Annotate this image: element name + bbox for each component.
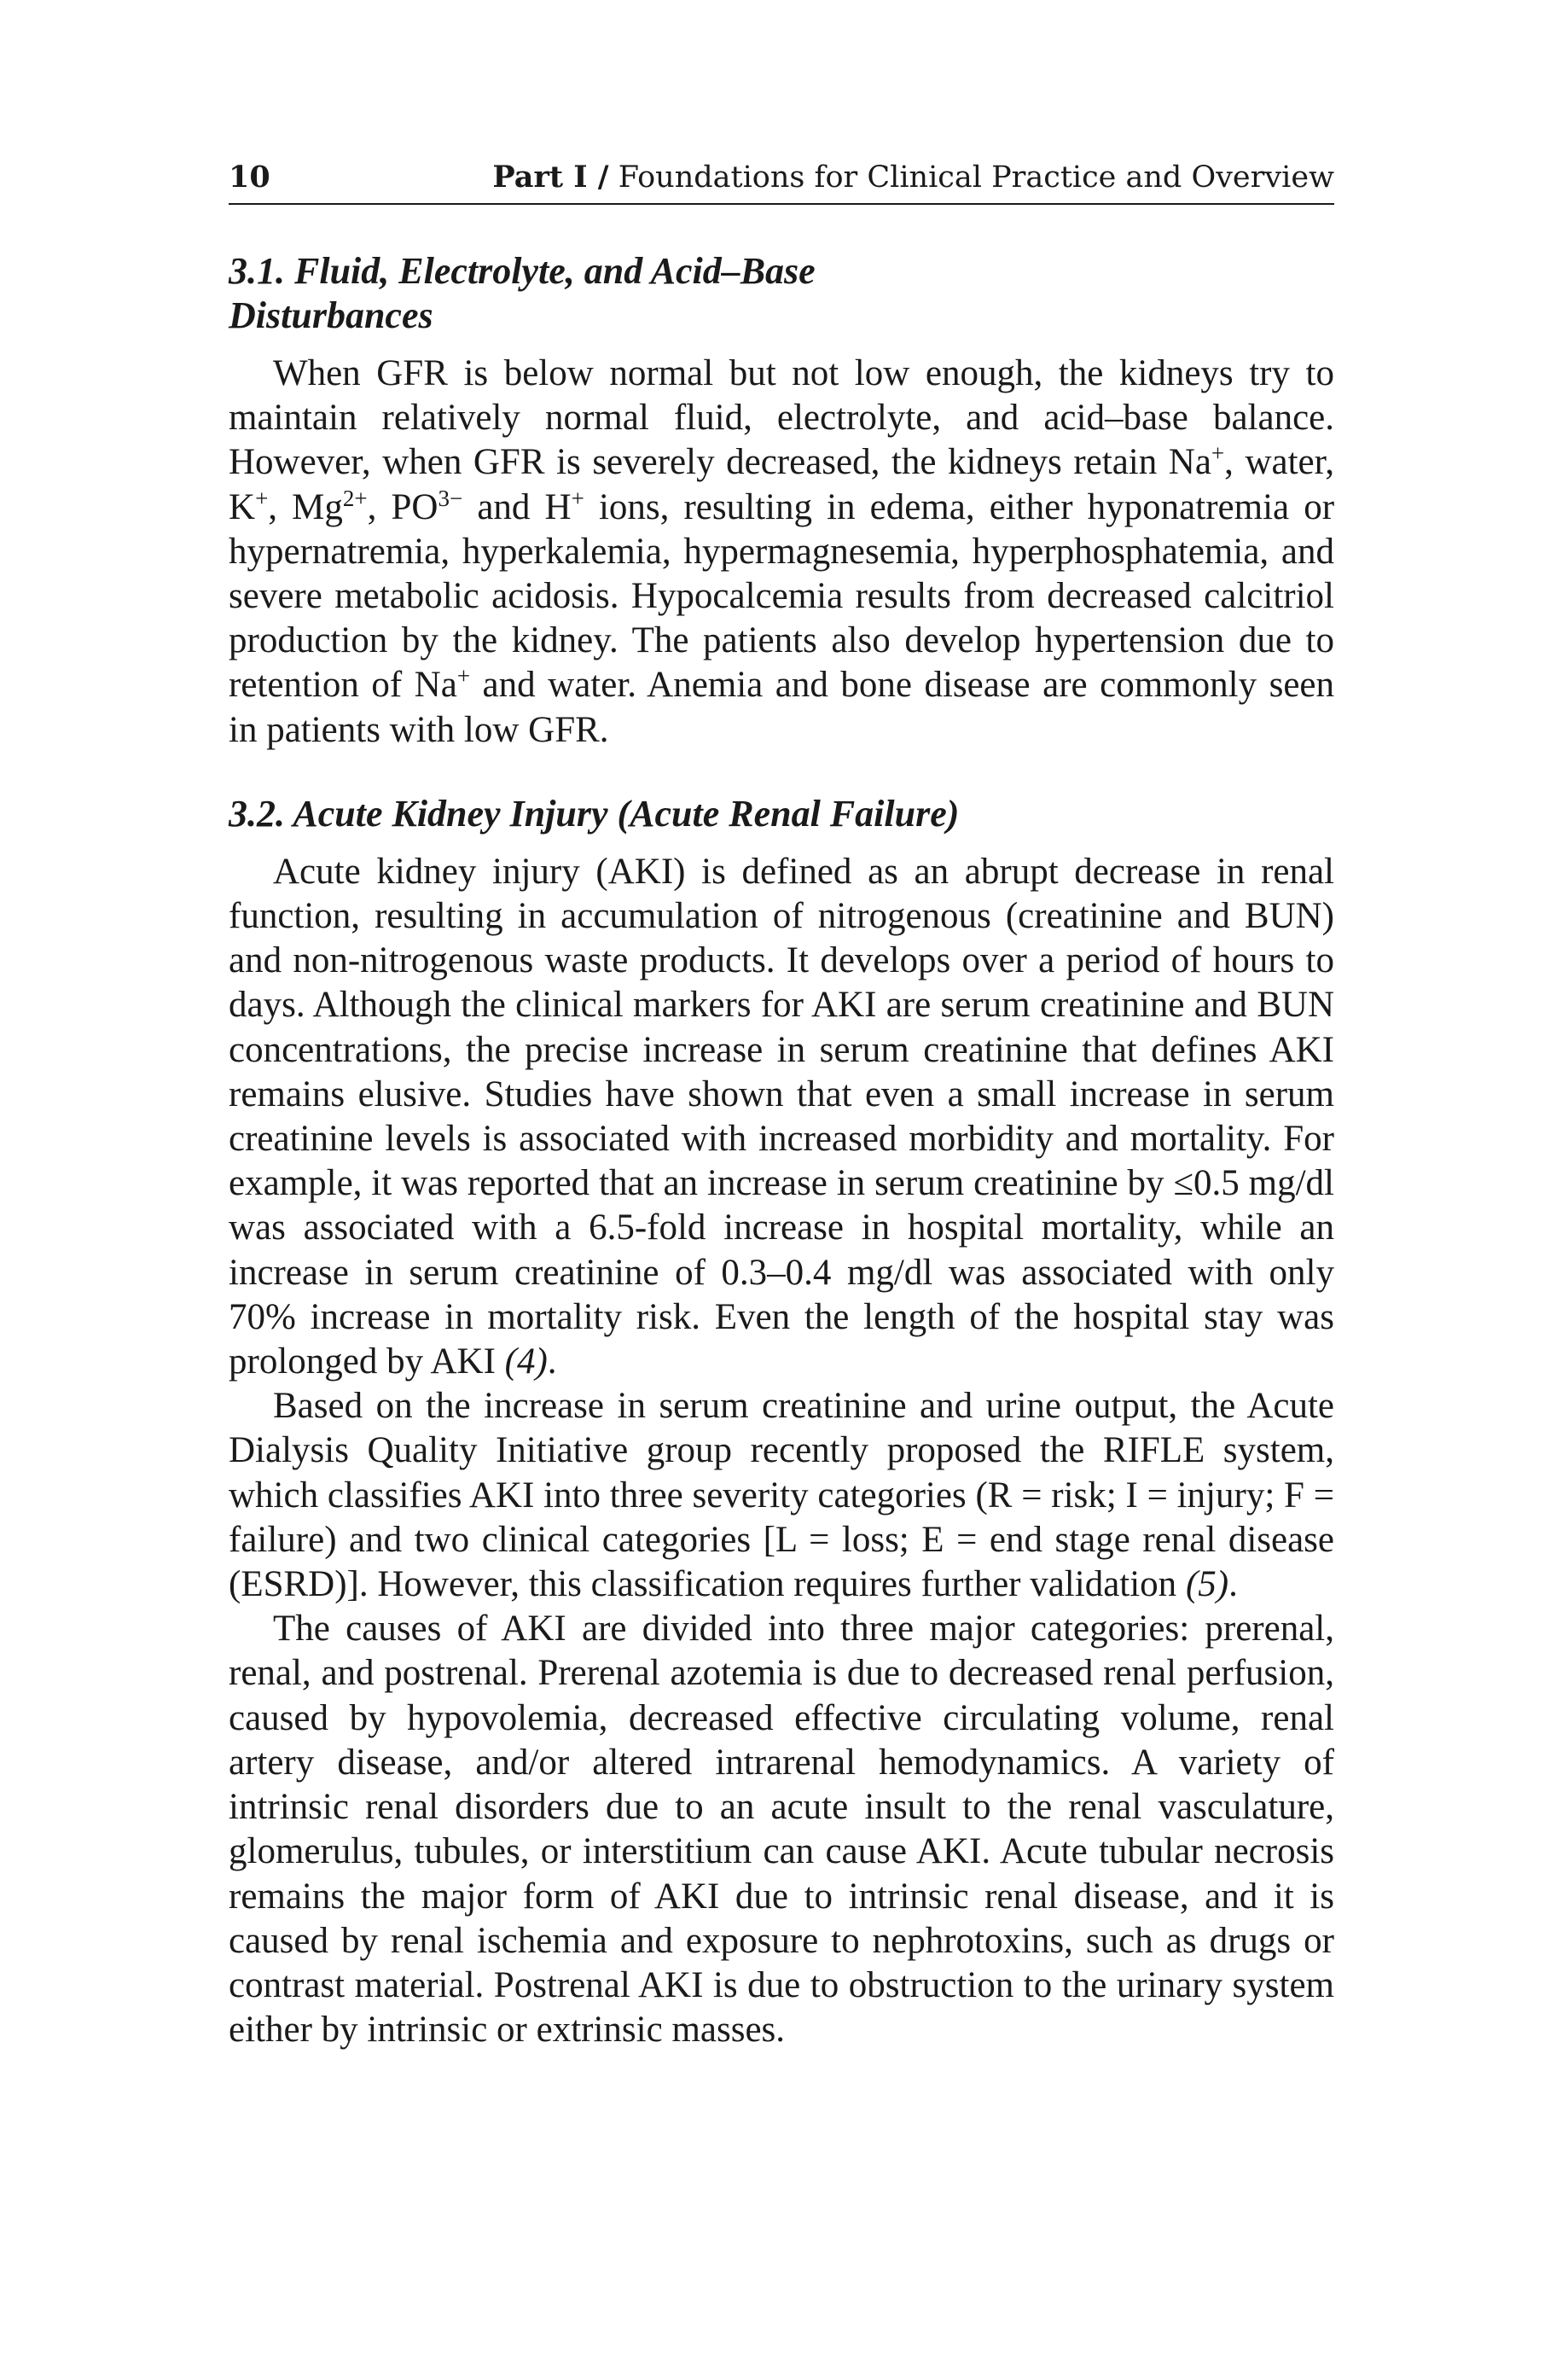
text-run: , Mg	[268, 486, 343, 527]
running-title	[492, 159, 1334, 196]
paragraph-fluid-electrolyte	[229, 352, 1334, 753]
superscript: +	[255, 485, 269, 511]
superscript: +	[1211, 440, 1225, 467]
section-heading-3-2: 3.2. Acute Kidney Injury (Acute Renal Failure)	[229, 792, 960, 835]
text-run: , PO	[367, 486, 438, 527]
paragraph-aki-definition	[229, 850, 1334, 1384]
text-run: The causes of AKI are divided into three major categories: prerenal, renal, and postrenal. Prerenal azotemia is due to decreased renal perfusion, caused by hypovolemia, decreased effective circulating volume, renal artery disease, and/or altered intrarenal hemodynamics. A variety of intrinsic renal disorders due to an acute insult to the renal vasculature, glomerulus, tubules, or interstitium can cause AKI. Acute tubular necrosis remains the major form of AKI due to intrinsic renal disease, and it is caused by renal ischemia and exposure to nephrotoxins, such as drugs or contrast material. Postrenal AKI is due to obstruction to the urinary system either by intrinsic or extrinsic masses.	[229, 1609, 1334, 2051]
superscript: 3−	[438, 485, 463, 511]
section-heading-3-1	[229, 249, 1334, 338]
running-header	[229, 159, 1334, 205]
section-heading-3-1-line1: 3.1. Fluid, Electrolyte, and Acid–Base	[229, 250, 816, 292]
text-run: and H	[462, 486, 572, 527]
part-label: Part I /	[492, 160, 609, 195]
book-page	[229, 159, 1334, 2052]
citation: (4)	[504, 1341, 548, 1382]
book-title: Foundations for Clinical Practice and Overview	[618, 160, 1334, 195]
superscript: 2+	[342, 485, 368, 511]
text-run: .	[1228, 1564, 1238, 1605]
text-run: ions, resulting in edema, either hyponatremia or hypernatremia, hyperkalemia, hypermagnesemia, hyperphosphatemia, and severe metabolic acidosis. Hypocalcemia results from decreased calcitriol production by the kidney. The patients also develop hypertension due to retention of Na	[229, 486, 1335, 706]
text-run: Based on the increase in serum creatinine and urine output, the Acute Dialysis Quality Initiative group recently proposed the RIFLE system, which classifies AKI into three severity categories (R = risk; I = injury; F = failure) and two clinical categories [L = loss; E = end stage renal disease (ESRD)]. However, this classification requires further validation	[229, 1386, 1334, 1605]
citation: (5)	[1185, 1564, 1229, 1605]
page-number: 10	[229, 160, 270, 195]
text-run: When GFR is below normal but not low enough, the kidneys try to maintain relatively normal fluid, electrolyte, and acid–base balance. However, when GFR is severely decreased, the kidneys retain Na	[229, 353, 1334, 483]
text-run: and water. Anemia and bone disease are commonly seen in patients with low GFR.	[229, 665, 1334, 750]
text-run: Acute kidney injury (AKI) is defined as an abrupt decrease in renal function, resulting in accumulation of nitrogenous (creatinine and BUN) and non-nitrogenous waste products. It develops over a period of hours to days. Although the clinical markers for AKI are serum creatinine and BUN concentrations, the precise increase in serum creatinine that defines AKI remains elusive. Studies have shown that even a small increase in serum creatinine levels is associated with increased morbidity and mortality. For example, it was reported that an increase in serum creatinine by ≤0.5 mg/dl was associated with a 6.5-fold increase in hospital mortality, while an increase in serum creatinine of 0.3–0.4 mg/dl was associated with only 70% increase in mortality risk. Even the length of the hospital stay was prolonged by AKI	[229, 851, 1334, 1382]
text-run: , water, K	[229, 442, 1334, 527]
text-run: .	[547, 1341, 557, 1382]
superscript: +	[456, 663, 471, 689]
section-heading-3-1-line2: Disturbances	[229, 294, 433, 336]
superscript: +	[571, 485, 584, 511]
paragraph-rifle	[229, 1384, 1334, 1607]
paragraph-aki-causes	[229, 1607, 1334, 2052]
